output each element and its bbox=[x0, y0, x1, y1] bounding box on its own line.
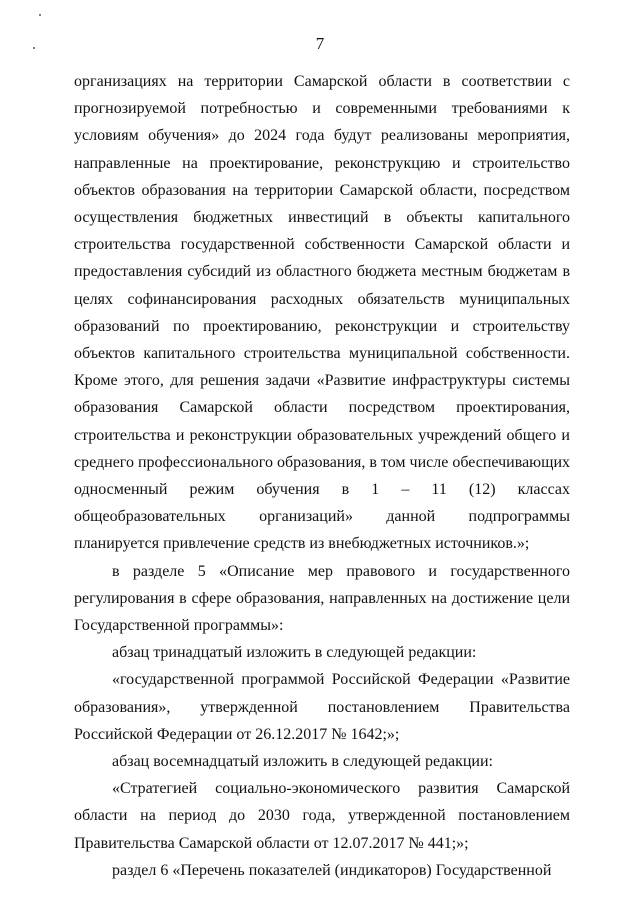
document-body bbox=[74, 68, 570, 884]
paragraph-instruction-13: абзац тринадцатый изложить в следующей редакции: bbox=[112, 644, 477, 662]
paragraph-section-6: раздел 6 «Перечень показателей (индикаторов) Государственной bbox=[112, 861, 552, 879]
paragraph-section-5: в разделе 5 «Описание мер правового и государственного регулирования в сфере образования, направленных на достижение цели Государственной программы»: bbox=[74, 562, 570, 635]
paragraph-continuation: организациях на территории Самарской области в соответствии с прогнозируемой потребностью и современными требованиями к условиям обучения» до 2024 года будут реализованы мероприятия, направленные на проектирование, реконструкцию и строительство объектов образования на территории Самарской области, посредством осуществления бюджетных инвестиций в объекты капитального строительства государственной собственности Самарской области и предоставления субсидий из областного бюджета местным бюджетам в целях софинансирования расходных обязательств муниципальных образований по проектированию, реконструкции и строительству объектов капитального строительства муниципальной собственности. Кроме этого, для решения задачи «Развитие инфраструктуры системы образования Самарской области посредством проектирования, строительства и реконструкции образовательных учреждений общего и среднего профессионального образования, в том числе обеспечивающих односменный режим обучения в 1 – 11 (12) классах общеобразовательных организаций» данной подпрограммы планируется привлечение средств из внебюджетных источников.»; bbox=[74, 73, 571, 553]
scan-artifact-dot bbox=[39, 14, 41, 16]
paragraph-instruction-18: абзац восемнадцатый изложить в следующей редакции: bbox=[112, 753, 493, 771]
paragraph-quote-strategy: «Стратегией социально-экономического развития Самарской области на период до 2030 года, утвержденной постановлением Правительства Самарской области от 12.07.2017 № 441;»; bbox=[74, 780, 570, 852]
page-number: 7 bbox=[315, 34, 325, 53]
paragraph-quote-federal-program: «государственной программой Российской Федерации «Развитие образования», утвержденной постановлением Правительства Российской Федерации от 26.12.2017 № 1642;»; bbox=[74, 671, 570, 743]
